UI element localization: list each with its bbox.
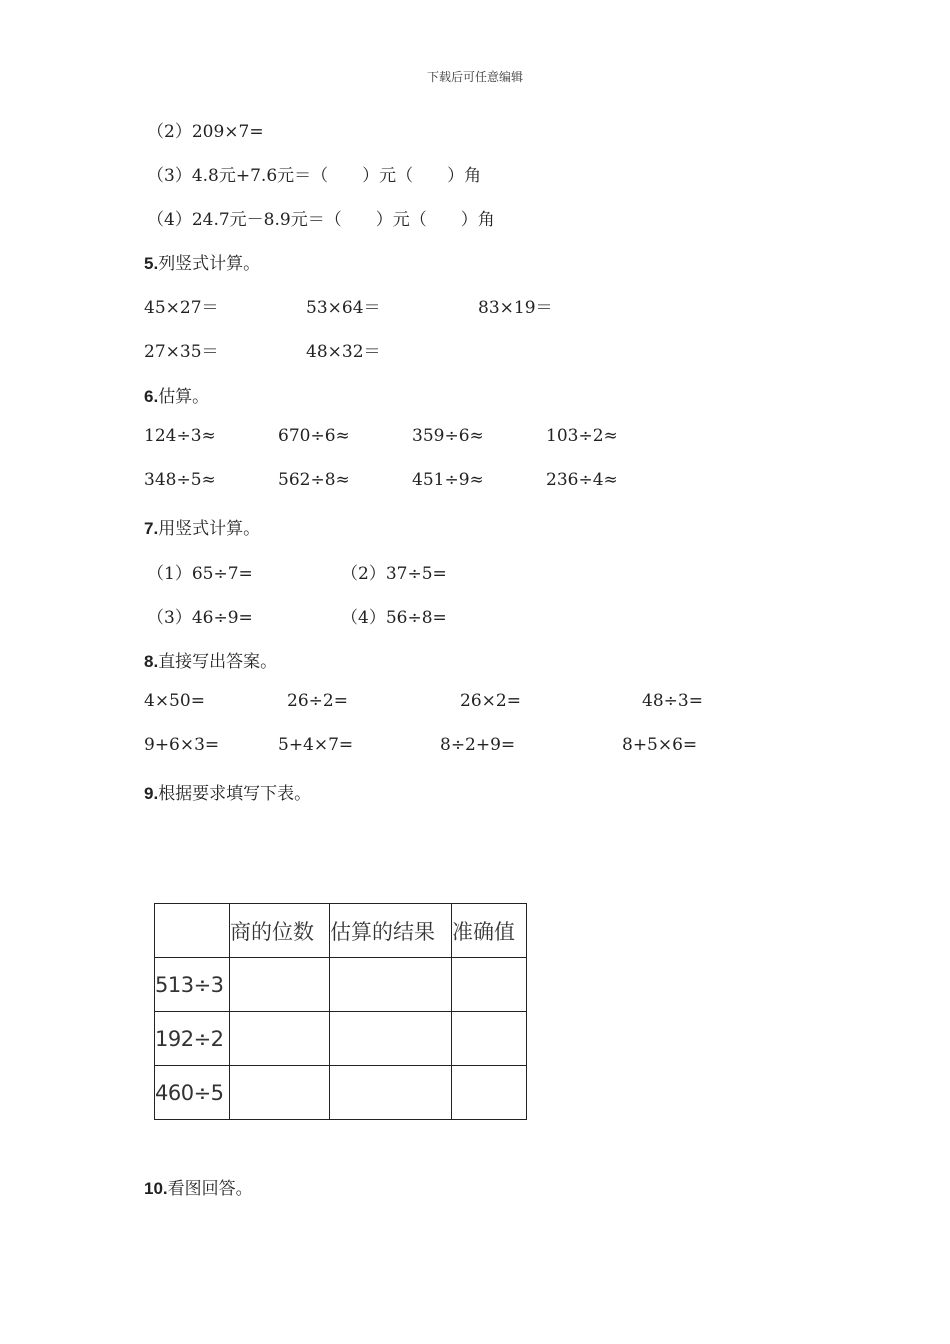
q6-item: 103÷2≈: [546, 426, 618, 446]
table-cell-blank[interactable]: [230, 1012, 330, 1066]
q5-item: 48×32＝: [306, 342, 381, 362]
q8-number: 8.: [144, 652, 159, 671]
table-cell-blank[interactable]: [330, 1012, 452, 1066]
q7-text: 用竖式计算。: [158, 519, 261, 539]
q9-number: 9.: [144, 784, 159, 803]
table-row: [155, 1012, 527, 1066]
q9-title: [144, 779, 311, 804]
q7-item: （2）37÷5=: [341, 564, 447, 584]
q8-item: 48÷3=: [642, 691, 703, 711]
q8-item: 4×50=: [144, 691, 205, 711]
q9-text: 根据要求填写下表。: [158, 784, 312, 804]
table-row: [155, 1066, 527, 1120]
q8-item: 8+5×6=: [622, 735, 698, 755]
q5-item: 45×27＝: [144, 298, 219, 318]
q7-item: （4）56÷8=: [341, 608, 447, 628]
q6-number: 6.: [144, 387, 159, 406]
q6-item: 348÷5≈: [144, 470, 216, 490]
table-row-label: 460÷5: [155, 1066, 230, 1120]
table-row-label: 513÷3: [155, 958, 230, 1012]
q10-text: 看图回答。: [167, 1179, 253, 1199]
q7-item: （3）46÷9=: [147, 608, 253, 628]
page-header: 下载后可任意编辑: [426, 70, 523, 84]
q8-item: 5+4×7=: [278, 735, 354, 755]
q8-text: 直接写出答案。: [158, 652, 278, 672]
table-cell-blank[interactable]: [452, 1066, 527, 1120]
table-cell-blank[interactable]: [330, 1066, 452, 1120]
q6-item: 236÷4≈: [546, 470, 618, 490]
q9-table: [154, 903, 527, 1120]
table-cell-blank[interactable]: [230, 1066, 330, 1120]
q5-text: 列竖式计算。: [158, 254, 261, 274]
q7-title: [144, 514, 260, 539]
table-header-row: [155, 904, 527, 958]
q8-title: [144, 647, 277, 672]
q6-title: [144, 382, 209, 407]
table-cell-blank[interactable]: [452, 958, 527, 1012]
q8-item: 26×2=: [460, 691, 521, 711]
table-cell-blank[interactable]: [452, 1012, 527, 1066]
q8-item: 9+6×3=: [144, 735, 220, 755]
q5-item: 27×35＝: [144, 342, 219, 362]
table-row-label: 192÷2: [155, 1012, 230, 1066]
table-cell-blank[interactable]: [230, 958, 330, 1012]
table-header-cell: [155, 904, 230, 958]
q5-item: 53×64＝: [306, 298, 381, 318]
table-header-cell: 准确值: [452, 904, 527, 958]
q6-item: 359÷6≈: [412, 426, 484, 446]
q5-title: [144, 249, 260, 274]
q6-item: 451÷9≈: [412, 470, 484, 490]
q6-item: 562÷8≈: [278, 470, 350, 490]
q6-text: 估算。: [158, 387, 210, 407]
q5-number: 5.: [144, 254, 159, 273]
q4-item-4: （4）24.7元－8.9元＝（ ）元（ ）角: [147, 210, 495, 230]
table-header-cell: 估算的结果: [330, 904, 452, 958]
q4-item-2: （2）209×7=: [147, 122, 264, 142]
q7-item: （1）65÷7=: [147, 564, 253, 584]
q8-item: 8÷2+9=: [440, 735, 516, 755]
table-header-cell: 商的位数: [230, 904, 330, 958]
q10-title: [144, 1174, 253, 1199]
q4-item-3: （3）4.8元+7.6元＝（ ）元（ ）角: [147, 166, 482, 186]
table-row: [155, 958, 527, 1012]
q8-item: 26÷2=: [287, 691, 348, 711]
q6-item: 670÷6≈: [278, 426, 350, 446]
q7-number: 7.: [144, 519, 159, 538]
q10-number: 10.: [144, 1179, 168, 1198]
q6-item: 124÷3≈: [144, 426, 216, 446]
q5-item: 83×19＝: [478, 298, 553, 318]
table-cell-blank[interactable]: [330, 958, 452, 1012]
